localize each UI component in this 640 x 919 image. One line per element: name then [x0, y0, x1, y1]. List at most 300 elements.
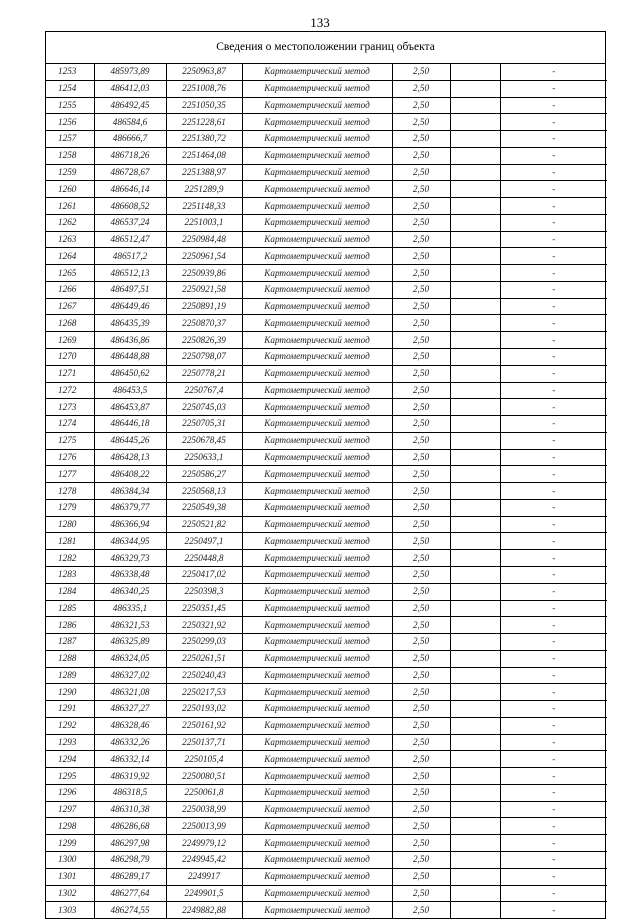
coordinates-table [46, 64, 607, 918]
accuracy-cell: 2,50 [392, 432, 450, 449]
table-row [46, 131, 607, 148]
empty-cell [450, 701, 500, 718]
y-coordinate-cell: 2250798,07 [166, 349, 242, 366]
x-coordinate-cell: 486453,5 [94, 382, 166, 399]
table-row [46, 634, 607, 651]
page-number: 133 [310, 15, 330, 30]
y-coordinate-cell: 2249979,12 [166, 835, 242, 852]
empty-cell [450, 265, 500, 282]
accuracy-cell: 2,50 [392, 449, 450, 466]
x-coordinate-cell: 486340,25 [94, 583, 166, 600]
method-cell: Картометрический метод [242, 851, 392, 868]
empty-cell [450, 650, 500, 667]
description-cell: - [500, 885, 607, 902]
description-cell: - [500, 349, 607, 366]
y-coordinate-cell: 2249901,5 [166, 885, 242, 902]
x-coordinate-cell: 486329,73 [94, 550, 166, 567]
empty-cell [450, 667, 500, 684]
empty-cell [450, 801, 500, 818]
y-coordinate-cell: 2250586,27 [166, 466, 242, 483]
method-cell: Картометрический метод [242, 801, 392, 818]
method-cell: Картометрический метод [242, 164, 392, 181]
point-number-cell: 1299 [46, 835, 94, 852]
description-cell: - [500, 198, 607, 215]
method-cell: Картометрический метод [242, 449, 392, 466]
table-row [46, 483, 607, 500]
x-coordinate-cell: 486512,13 [94, 265, 166, 282]
y-coordinate-cell: 2250038,99 [166, 801, 242, 818]
table-row [46, 885, 607, 902]
table-row [46, 198, 607, 215]
empty-cell [450, 717, 500, 734]
point-number-cell: 1261 [46, 198, 94, 215]
table-title: Сведения о местоположении границ объекта [46, 32, 605, 64]
method-cell: Картометрический метод [242, 332, 392, 349]
method-cell: Картометрический метод [242, 349, 392, 366]
point-number-cell: 1274 [46, 416, 94, 433]
table-row [46, 784, 607, 801]
boundary-table-sheet [45, 31, 606, 919]
x-coordinate-cell: 486497,51 [94, 281, 166, 298]
x-coordinate-cell: 486319,92 [94, 768, 166, 785]
empty-cell [450, 416, 500, 433]
accuracy-cell: 2,50 [392, 583, 450, 600]
description-cell: - [500, 181, 607, 198]
method-cell: Картометрический метод [242, 64, 392, 80]
accuracy-cell: 2,50 [392, 265, 450, 282]
x-coordinate-cell: 486297,98 [94, 835, 166, 852]
y-coordinate-cell: 2250961,54 [166, 248, 242, 265]
point-number-cell: 1263 [46, 231, 94, 248]
accuracy-cell: 2,50 [392, 851, 450, 868]
x-coordinate-cell: 486408,22 [94, 466, 166, 483]
description-cell: - [500, 432, 607, 449]
x-coordinate-cell: 486453,87 [94, 399, 166, 416]
table-row [46, 416, 607, 433]
x-coordinate-cell: 486277,64 [94, 885, 166, 902]
empty-cell [450, 231, 500, 248]
description-cell: - [500, 416, 607, 433]
point-number-cell: 1260 [46, 181, 94, 198]
empty-cell [450, 818, 500, 835]
y-coordinate-cell: 2250826,39 [166, 332, 242, 349]
accuracy-cell: 2,50 [392, 332, 450, 349]
x-coordinate-cell: 486435,39 [94, 315, 166, 332]
x-coordinate-cell: 486328,46 [94, 717, 166, 734]
empty-cell [450, 516, 500, 533]
accuracy-cell: 2,50 [392, 768, 450, 785]
accuracy-cell: 2,50 [392, 751, 450, 768]
x-coordinate-cell: 486450,62 [94, 365, 166, 382]
y-coordinate-cell: 2250398,3 [166, 583, 242, 600]
description-cell: - [500, 751, 607, 768]
y-coordinate-cell: 2250261,51 [166, 650, 242, 667]
y-coordinate-cell: 2250299,03 [166, 634, 242, 651]
accuracy-cell: 2,50 [392, 181, 450, 198]
y-coordinate-cell: 2251380,72 [166, 131, 242, 148]
empty-cell [450, 684, 500, 701]
table-row [46, 516, 607, 533]
method-cell: Картометрический метод [242, 550, 392, 567]
x-coordinate-cell: 486492,45 [94, 97, 166, 114]
accuracy-cell: 2,50 [392, 717, 450, 734]
description-cell: - [500, 533, 607, 550]
method-cell: Картометрический метод [242, 701, 392, 718]
table-row [46, 751, 607, 768]
method-cell: Картометрический метод [242, 784, 392, 801]
description-cell: - [500, 650, 607, 667]
empty-cell [450, 483, 500, 500]
description-cell: - [500, 365, 607, 382]
y-coordinate-cell: 2250137,71 [166, 734, 242, 751]
description-cell: - [500, 566, 607, 583]
accuracy-cell: 2,50 [392, 801, 450, 818]
accuracy-cell: 2,50 [392, 131, 450, 148]
table-row [46, 281, 607, 298]
y-coordinate-cell: 2251008,76 [166, 80, 242, 97]
table-row [46, 382, 607, 399]
description-cell: - [500, 147, 607, 164]
point-number-cell: 1265 [46, 265, 94, 282]
accuracy-cell: 2,50 [392, 667, 450, 684]
x-coordinate-cell: 486327,27 [94, 701, 166, 718]
x-coordinate-cell: 486344,95 [94, 533, 166, 550]
description-cell: - [500, 667, 607, 684]
y-coordinate-cell: 2250939,86 [166, 265, 242, 282]
method-cell: Картометрический метод [242, 131, 392, 148]
y-coordinate-cell: 2250351,45 [166, 600, 242, 617]
empty-cell [450, 147, 500, 164]
point-number-cell: 1266 [46, 281, 94, 298]
empty-cell [450, 583, 500, 600]
point-number-cell: 1292 [46, 717, 94, 734]
table-row [46, 365, 607, 382]
point-number-cell: 1281 [46, 533, 94, 550]
y-coordinate-cell: 2250767,4 [166, 382, 242, 399]
accuracy-cell: 2,50 [392, 382, 450, 399]
description-cell: - [500, 550, 607, 567]
point-number-cell: 1297 [46, 801, 94, 818]
description-cell: - [500, 64, 607, 80]
point-number-cell: 1286 [46, 617, 94, 634]
empty-cell [450, 114, 500, 131]
empty-cell [450, 550, 500, 567]
y-coordinate-cell: 2250870,37 [166, 315, 242, 332]
table-row [46, 684, 607, 701]
x-coordinate-cell: 486325,89 [94, 634, 166, 651]
method-cell: Картометрический метод [242, 617, 392, 634]
description-cell: - [500, 734, 607, 751]
accuracy-cell: 2,50 [392, 214, 450, 231]
point-number-cell: 1302 [46, 885, 94, 902]
description-cell: - [500, 583, 607, 600]
table-row [46, 734, 607, 751]
empty-cell [450, 64, 500, 80]
x-coordinate-cell: 486584,6 [94, 114, 166, 131]
table-row [46, 181, 607, 198]
accuracy-cell: 2,50 [392, 281, 450, 298]
x-coordinate-cell: 486718,26 [94, 147, 166, 164]
point-number-cell: 1273 [46, 399, 94, 416]
empty-cell [450, 466, 500, 483]
accuracy-cell: 2,50 [392, 684, 450, 701]
x-coordinate-cell: 486286,68 [94, 818, 166, 835]
description-cell: - [500, 449, 607, 466]
accuracy-cell: 2,50 [392, 164, 450, 181]
accuracy-cell: 2,50 [392, 600, 450, 617]
point-number-cell: 1282 [46, 550, 94, 567]
empty-cell [450, 768, 500, 785]
empty-cell [450, 784, 500, 801]
y-coordinate-cell: 2250984,48 [166, 231, 242, 248]
empty-cell [450, 868, 500, 885]
empty-cell [450, 617, 500, 634]
x-coordinate-cell: 486332,14 [94, 751, 166, 768]
point-number-cell: 1290 [46, 684, 94, 701]
table-row [46, 902, 607, 918]
method-cell: Картометрический метод [242, 634, 392, 651]
description-cell: - [500, 248, 607, 265]
y-coordinate-cell: 2250193,02 [166, 701, 242, 718]
point-number-cell: 1288 [46, 650, 94, 667]
method-cell: Картометрический метод [242, 248, 392, 265]
table-row [46, 851, 607, 868]
method-cell: Картометрический метод [242, 717, 392, 734]
method-cell: Картометрический метод [242, 499, 392, 516]
empty-cell [450, 634, 500, 651]
empty-cell [450, 181, 500, 198]
accuracy-cell: 2,50 [392, 298, 450, 315]
point-number-cell: 1275 [46, 432, 94, 449]
point-number-cell: 1253 [46, 64, 94, 80]
point-number-cell: 1277 [46, 466, 94, 483]
method-cell: Картометрический метод [242, 583, 392, 600]
empty-cell [450, 281, 500, 298]
point-number-cell: 1298 [46, 818, 94, 835]
x-coordinate-cell: 486512,47 [94, 231, 166, 248]
y-coordinate-cell: 2250891,19 [166, 298, 242, 315]
description-cell: - [500, 265, 607, 282]
x-coordinate-cell: 486327,02 [94, 667, 166, 684]
description-cell: - [500, 80, 607, 97]
table-row [46, 717, 607, 734]
table-body [46, 64, 607, 918]
point-number-cell: 1268 [46, 315, 94, 332]
accuracy-cell: 2,50 [392, 97, 450, 114]
accuracy-cell: 2,50 [392, 248, 450, 265]
description-cell: - [500, 281, 607, 298]
point-number-cell: 1272 [46, 382, 94, 399]
x-coordinate-cell: 486666,7 [94, 131, 166, 148]
table-row [46, 566, 607, 583]
y-coordinate-cell: 2250745,03 [166, 399, 242, 416]
method-cell: Картометрический метод [242, 114, 392, 131]
method-cell: Картометрический метод [242, 835, 392, 852]
empty-cell [450, 835, 500, 852]
x-coordinate-cell: 486335,1 [94, 600, 166, 617]
y-coordinate-cell: 2250705,31 [166, 416, 242, 433]
y-coordinate-cell: 2251464,08 [166, 147, 242, 164]
accuracy-cell: 2,50 [392, 784, 450, 801]
table-row [46, 147, 607, 164]
accuracy-cell: 2,50 [392, 533, 450, 550]
empty-cell [450, 734, 500, 751]
table-row [46, 231, 607, 248]
method-cell: Картометрический метод [242, 399, 392, 416]
x-coordinate-cell: 486318,5 [94, 784, 166, 801]
description-cell: - [500, 835, 607, 852]
description-cell: - [500, 617, 607, 634]
y-coordinate-cell: 2251228,61 [166, 114, 242, 131]
method-cell: Картометрический метод [242, 416, 392, 433]
description-cell: - [500, 801, 607, 818]
table-row [46, 583, 607, 600]
table-row [46, 701, 607, 718]
empty-cell [450, 164, 500, 181]
method-cell: Картометрический метод [242, 902, 392, 918]
y-coordinate-cell: 2251388,97 [166, 164, 242, 181]
method-cell: Картометрический метод [242, 533, 392, 550]
y-coordinate-cell: 2250521,82 [166, 516, 242, 533]
empty-cell [450, 449, 500, 466]
method-cell: Картометрический метод [242, 751, 392, 768]
x-coordinate-cell: 486517,2 [94, 248, 166, 265]
description-cell: - [500, 499, 607, 516]
method-cell: Картометрический метод [242, 466, 392, 483]
empty-cell [450, 902, 500, 918]
description-cell: - [500, 399, 607, 416]
method-cell: Картометрический метод [242, 181, 392, 198]
method-cell: Картометрический метод [242, 298, 392, 315]
empty-cell [450, 851, 500, 868]
empty-cell [450, 298, 500, 315]
method-cell: Картометрический метод [242, 231, 392, 248]
accuracy-cell: 2,50 [392, 315, 450, 332]
y-coordinate-cell: 2250778,21 [166, 365, 242, 382]
table-row [46, 164, 607, 181]
point-number-cell: 1303 [46, 902, 94, 918]
accuracy-cell: 2,50 [392, 365, 450, 382]
table-row [46, 449, 607, 466]
x-coordinate-cell: 486608,52 [94, 198, 166, 215]
y-coordinate-cell: 2250161,92 [166, 717, 242, 734]
method-cell: Картометрический метод [242, 483, 392, 500]
accuracy-cell: 2,50 [392, 835, 450, 852]
table-row [46, 768, 607, 785]
empty-cell [450, 198, 500, 215]
accuracy-cell: 2,50 [392, 80, 450, 97]
point-number-cell: 1276 [46, 449, 94, 466]
y-coordinate-cell: 2250061,8 [166, 784, 242, 801]
x-coordinate-cell: 486448,88 [94, 349, 166, 366]
method-cell: Картометрический метод [242, 868, 392, 885]
empty-cell [450, 131, 500, 148]
accuracy-cell: 2,50 [392, 231, 450, 248]
table-row [46, 868, 607, 885]
y-coordinate-cell: 2251003,1 [166, 214, 242, 231]
point-number-cell: 1255 [46, 97, 94, 114]
method-cell: Картометрический метод [242, 97, 392, 114]
y-coordinate-cell: 2249917 [166, 868, 242, 885]
accuracy-cell: 2,50 [392, 566, 450, 583]
description-cell: - [500, 600, 607, 617]
x-coordinate-cell: 486384,34 [94, 483, 166, 500]
empty-cell [450, 315, 500, 332]
accuracy-cell: 2,50 [392, 64, 450, 80]
description-cell: - [500, 382, 607, 399]
y-coordinate-cell: 2250633,1 [166, 449, 242, 466]
description-cell: - [500, 298, 607, 315]
table-row [46, 667, 607, 684]
description-cell: - [500, 768, 607, 785]
point-number-cell: 1254 [46, 80, 94, 97]
point-number-cell: 1280 [46, 516, 94, 533]
x-coordinate-cell: 486428,13 [94, 449, 166, 466]
accuracy-cell: 2,50 [392, 818, 450, 835]
x-coordinate-cell: 486338,48 [94, 566, 166, 583]
table-row [46, 265, 607, 282]
accuracy-cell: 2,50 [392, 466, 450, 483]
x-coordinate-cell: 486274,55 [94, 902, 166, 918]
point-number-cell: 1284 [46, 583, 94, 600]
accuracy-cell: 2,50 [392, 734, 450, 751]
method-cell: Картометрический метод [242, 516, 392, 533]
y-coordinate-cell: 2250963,87 [166, 64, 242, 80]
point-number-cell: 1267 [46, 298, 94, 315]
description-cell: - [500, 131, 607, 148]
x-coordinate-cell: 486332,26 [94, 734, 166, 751]
accuracy-cell: 2,50 [392, 516, 450, 533]
method-cell: Картометрический метод [242, 432, 392, 449]
empty-cell [450, 399, 500, 416]
accuracy-cell: 2,50 [392, 902, 450, 918]
description-cell: - [500, 164, 607, 181]
description-cell: - [500, 684, 607, 701]
x-coordinate-cell: 486436,86 [94, 332, 166, 349]
y-coordinate-cell: 2250549,38 [166, 499, 242, 516]
accuracy-cell: 2,50 [392, 483, 450, 500]
description-cell: - [500, 868, 607, 885]
y-coordinate-cell: 2250321,92 [166, 617, 242, 634]
point-number-cell: 1256 [46, 114, 94, 131]
method-cell: Картометрический метод [242, 315, 392, 332]
empty-cell [450, 80, 500, 97]
point-number-cell: 1279 [46, 499, 94, 516]
table-row [46, 600, 607, 617]
point-number-cell: 1287 [46, 634, 94, 651]
empty-cell [450, 751, 500, 768]
description-cell: - [500, 214, 607, 231]
description-cell: - [500, 851, 607, 868]
description-cell: - [500, 818, 607, 835]
accuracy-cell: 2,50 [392, 147, 450, 164]
y-coordinate-cell: 2249882,88 [166, 902, 242, 918]
x-coordinate-cell: 485973,89 [94, 64, 166, 80]
accuracy-cell: 2,50 [392, 650, 450, 667]
accuracy-cell: 2,50 [392, 868, 450, 885]
description-cell: - [500, 483, 607, 500]
point-number-cell: 1258 [46, 147, 94, 164]
point-number-cell: 1271 [46, 365, 94, 382]
table-row [46, 466, 607, 483]
description-cell: - [500, 634, 607, 651]
method-cell: Картометрический метод [242, 885, 392, 902]
description-cell: - [500, 466, 607, 483]
x-coordinate-cell: 486445,26 [94, 432, 166, 449]
point-number-cell: 1262 [46, 214, 94, 231]
table-row [46, 248, 607, 265]
method-cell: Картометрический метод [242, 684, 392, 701]
